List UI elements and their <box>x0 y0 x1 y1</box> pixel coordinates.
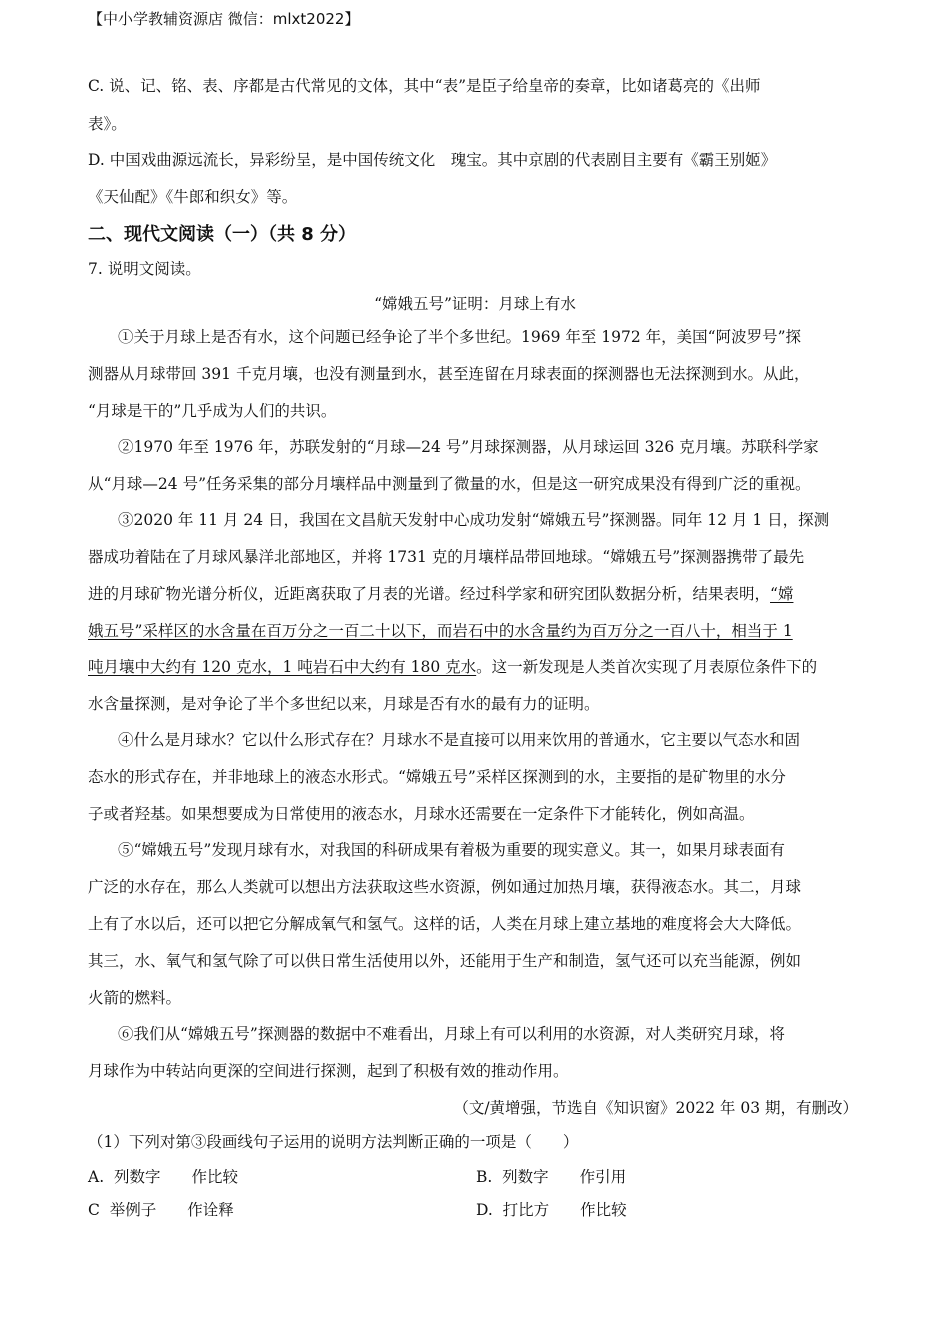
option-c-line-1: C. 说、记、铭、表、序都是古代常见的文体，其中“表”是臣子给皇帝的奏章，比如诸葛亮的《出师 <box>88 77 761 95</box>
option-d-line-1: D. 中国戏曲源远流长，异彩纷呈，是中国传统文化 瑰宝。其中京剧的代表剧目主要有《霸王别姬》 <box>88 151 777 169</box>
paragraph-5-line: 其三，水、氧气和氢气除了可以供日常生活使用以外，还能用于生产和制造，氢气还可以充当能源，例如 <box>88 952 802 970</box>
option-d-line-2: 《天仙配》《牛郎和织女》等。 <box>88 188 298 206</box>
paragraph-2-line: ②1970 年至 1976 年，苏联发射的“月球—24 号”月球探测器，从月球运回 326 克月壤。苏联科学家 <box>118 438 819 456</box>
paragraph-1-line: “月球是干的”几乎成为人们的共识。 <box>88 402 337 420</box>
paragraph-4-line: 态水的形式存在，并非地球上的液态水形式。“嫦娥五号”采样区探测到的水，主要指的是矿物里的水分 <box>88 768 786 786</box>
paragraph-5-line: 广泛的水存在，那么人类就可以想出方法获取这些水资源，例如通过加热月壤，获得液态水。其二，月球 <box>88 878 802 896</box>
underlined-sentence: 吨月壤中大约有 120 克水，1 吨岩石中大约有 180 克水 <box>88 658 477 676</box>
paragraph-4-line: ④什么是月球水？它以什么形式存在？月球水不是直接可以用来饮用的普通水，它主要以气态水和固 <box>118 731 801 749</box>
article-title: “嫦娥五号”证明：月球上有水 <box>374 295 576 313</box>
answer-option-b[interactable]: B. 列数字 作引用 <box>476 1168 627 1186</box>
page-header: 【中小学教辅资源店 微信：mlxt2022】 <box>88 10 360 28</box>
paragraph-2-line: 从“月球—24 号”任务采集的部分月壤样品中测量到了微量的水，但是这一研究成果没有得到广泛的重视。 <box>88 475 811 493</box>
paragraph-3-line <box>88 656 863 678</box>
article-source: （文/黄增强，节选自《知识窗》2022 年 03 期，有删改） <box>453 1099 858 1117</box>
underlined-sentence: 娥五号”采样区的水含量在百万分之一百二十以下，而岩石中的水含量约为百万分之一百八十，相当于 1 <box>88 622 793 640</box>
paragraph-3-text: 进的月球矿物光谱分析仪，近距离获取了月表的光谱。经过科学家和研究团队数据分析，结果表明， <box>88 585 771 603</box>
paragraph-5-line: 火箭的燃料。 <box>88 989 182 1007</box>
answer-option-d[interactable]: D. 打比方 作比较 <box>476 1201 627 1219</box>
answer-option-a[interactable]: A. 列数字 作比较 <box>88 1168 238 1186</box>
option-c-line-2: 表》。 <box>88 115 127 133</box>
answer-option-c[interactable]: C 举例子 作诠释 <box>88 1201 234 1219</box>
paragraph-3-line: 水含量探测，是对争论了半个多世纪以来，月球是否有水的最有力的证明。 <box>88 695 600 713</box>
paragraph-5-line: ⑤“嫦娥五号”发现月球有水，对我国的科研成果有着极为重要的现实意义。其一，如果月球表面有 <box>118 841 785 859</box>
paragraph-6-line: 月球作为中转站向更深的空间进行探测，起到了积极有效的推动作用。 <box>88 1062 569 1080</box>
paragraph-5-line: 上有了水以后，还可以把它分解成氧气和氢气。这样的话，人类在月球上建立基地的难度将会大大降低。 <box>88 915 802 933</box>
paragraph-6-line: ⑥我们从“嫦娥五号”探测器的数据中不难看出，月球上有可以利用的水资源，对人类研究月球，将 <box>118 1025 785 1043</box>
paragraph-3-text: 。这一新发现是人类首次实现了月表原位条件下的 <box>476 658 818 676</box>
paragraph-3-line <box>88 583 863 605</box>
paragraph-1-line: 测器从月球带回 391 千克月壤，也没有测量到水，甚至连留在月球表面的探测器也无法探测到水。从此， <box>88 365 810 383</box>
paragraph-3-line: ③2020 年 11 月 24 日，我国在文昌航天发射中心成功发射“嫦娥五号”探测器。同年 12 月 1 日，探测 <box>118 511 830 529</box>
sub-question-stem: （1）下列对第③段画线句子运用的说明方法判断正确的一项是（ ） <box>88 1133 579 1151</box>
question-intro: 7. 说明文阅读。 <box>88 260 201 278</box>
paragraph-4-line: 子或者羟基。如果想要成为日常使用的液态水，月球水还需要在一定条件下才能转化，例如高温。 <box>88 805 755 823</box>
section-title: 二、现代文阅读（一）（共 8 分） <box>88 224 357 245</box>
paragraph-1-line: ①关于月球上是否有水，这个问题已经争论了半个多世纪。1969 年至 1972 年，美国“阿波罗号”探 <box>118 328 802 346</box>
paragraph-3-line: 器成功着陆在了月球风暴洋北部地区，并将 1731 克的月壤样品带回地球。“嫦娥五号”探测器携带了最先 <box>88 548 805 566</box>
paragraph-3-line <box>88 620 863 642</box>
underlined-sentence: “嫦 <box>770 585 794 603</box>
